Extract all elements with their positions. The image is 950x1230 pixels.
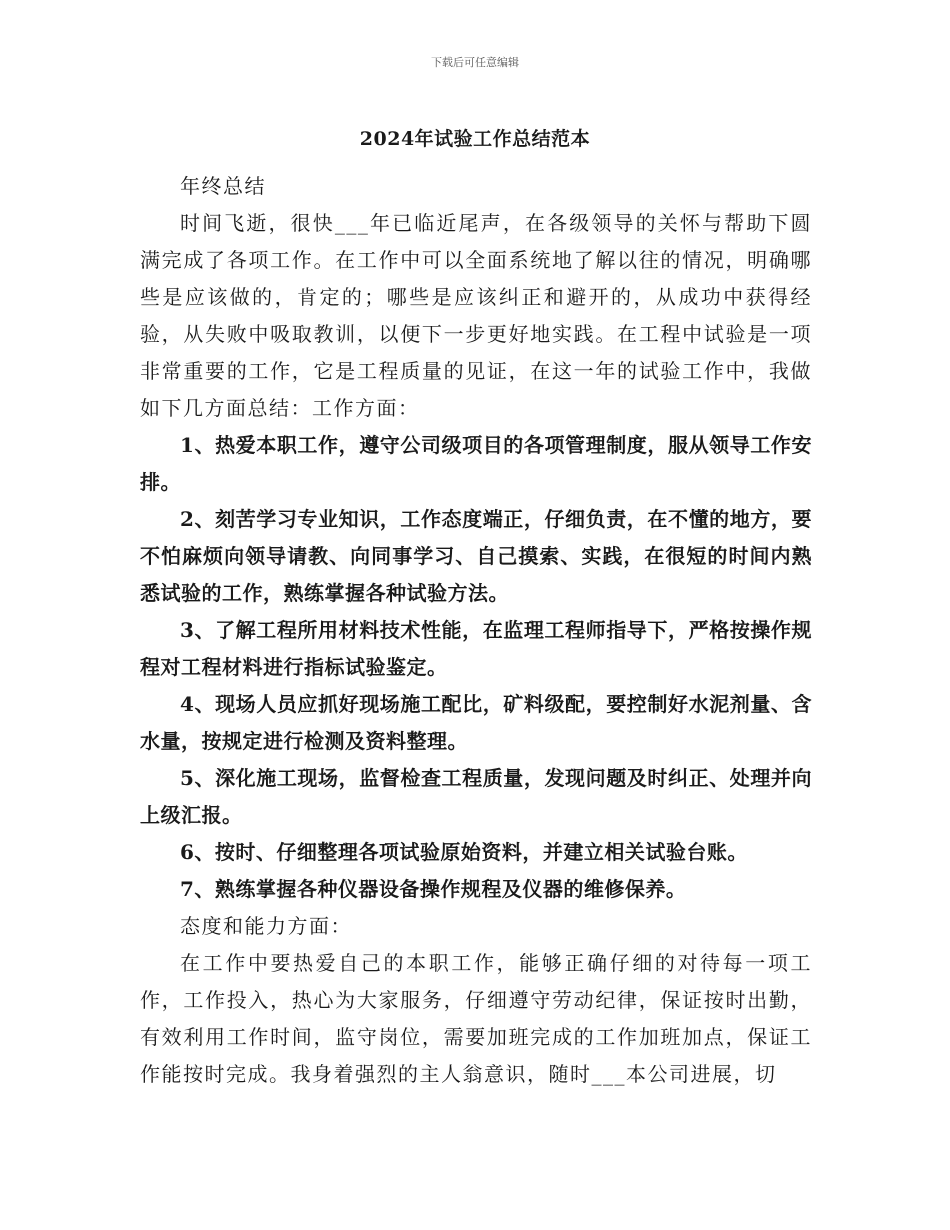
paragraph: 时间飞逝，很快___年已临近尾声，在各级领导的关怀与帮助下圆满完成了各项工作。在工作中可以全面系统地了解以往的情况，明确哪些是应该做的，肯定的；哪些是应该纠正和避开的，从成功中获得经验，从失败中吸取教训，以便下一步更好地实践。在工程中试验是一项非常重要的工作，它是工程质量的见证，在这一年的试验工作中，我做如下几方面总结：工作方面： bbox=[140, 211, 812, 420]
list-item: 5、深化施工现场，监督检查工程质量，发现问题及时纠正、处理并向上级汇报。 bbox=[140, 766, 812, 827]
list-item: 3、了解工程所用材料技术性能，在监理工程师指导下，严格按操作规程对工程材料进行指标试验鉴定。 bbox=[140, 618, 812, 679]
document-title: 2024年试验工作总结范本 bbox=[359, 128, 591, 150]
paragraph: 在工作中要热爱自己的本职工作，能够正确仔细的对待每一项工作，工作投入，热心为大家服务，仔细遵守劳动纪律，保证按时出勤，有效利用工作时间，监守岗位，需要加班完成的工作加班加点，保证工作能按时完成。我身着强烈的主人翁意识，随时___本公司进展，切 bbox=[140, 951, 812, 1086]
list-item: 2、刻苦学习专业知识，工作态度端正，仔细负责，在不懂的地方，要不怕麻烦向领导请教、向同事学习、自己摸索、实践，在很短的时间内熟悉试验的工作，熟练掌握各种试验方法。 bbox=[140, 507, 812, 605]
header-note: 下载后可任意编辑 bbox=[431, 56, 519, 69]
list-item: 1、热爱本职工作，遵守公司级项目的各项管理制度，服从领导工作安排。 bbox=[140, 433, 812, 494]
paragraph: 态度和能力方面： bbox=[180, 914, 352, 938]
list-item: 7、熟练掌握各种仪器设备操作规程及仪器的维修保养。 bbox=[180, 877, 687, 901]
list-item: 6、按时、仔细整理各项试验原始资料，并建立相关试验台账。 bbox=[180, 840, 748, 864]
document-body bbox=[140, 168, 812, 1093]
paragraph: 年终总结 bbox=[180, 174, 266, 198]
list-item: 4、现场人员应抓好现场施工配比，矿料级配，要控制好水泥剂量、含水量，按规定进行检测及资料整理。 bbox=[140, 692, 812, 753]
